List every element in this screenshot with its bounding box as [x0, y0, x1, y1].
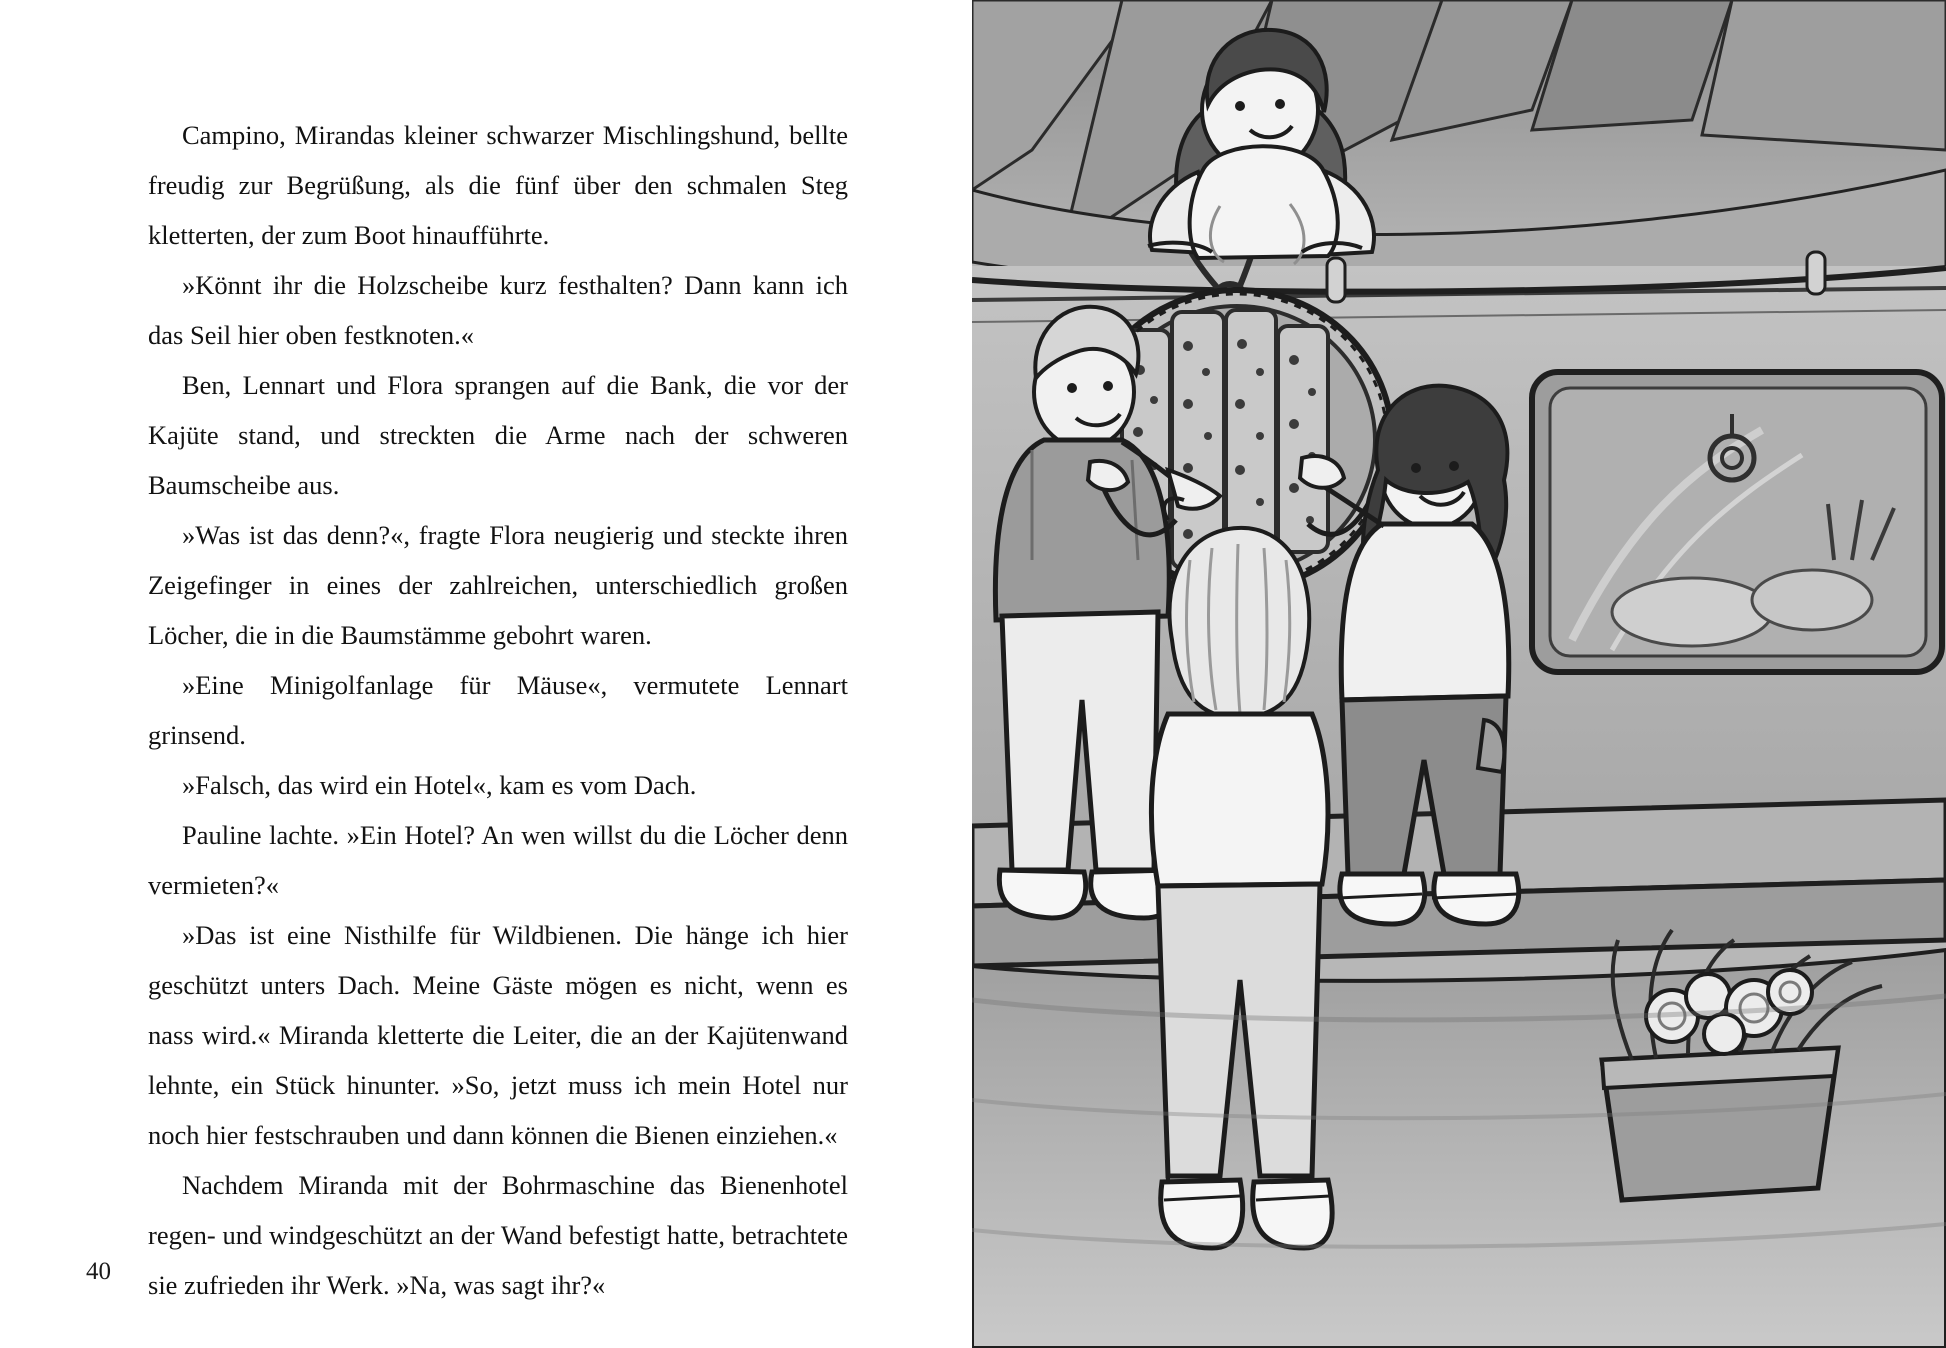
paragraph: Campino, Mirandas kleiner schwarzer Mischlingshund, bellte freudig zur Begrüßung, als die fünf über den schmalen Steg kletterten, der zum Boot hinaufführte.	[148, 120, 848, 250]
left-text-page	[0, 0, 972, 1348]
paragraph: »Das ist eine Nisthilfe für Wildbienen. Die hänge ich hier geschützt unters Dach. Meine Gäste mögen es nicht, wenn es nass wird.« Miranda kletterte die Leiter, die an der Kajütenwand lehnte, ein Stück hinunter. »So, jetzt muss ich mein Hotel nur noch hier festschrauben und dann können die Bienen einziehen.«	[148, 920, 848, 1150]
paragraph: Nachdem Miranda mit der Bohrmaschine das Bienenhotel regen- und windgeschützt an der Wand befestigt hatte, betrachtete sie zufrieden ihr Werk. »Na, was sagt ihr?«	[148, 1170, 848, 1300]
paragraph: Ben, Lennart und Flora sprangen auf die Bank, die vor der Kajüte stand, und streckten die Arme nach der schweren Baumscheibe aus.	[148, 370, 848, 500]
paragraph: Pauline lachte. »Ein Hotel? An wen willst du die Löcher denn vermieten?«	[148, 820, 848, 900]
body-text-column	[148, 110, 848, 1310]
paragraph: »Was ist das denn?«, fragte Flora neugierig und steckte ihren Zeigefinger in eines der zahlreichen, unterschiedlich großen Löcher, die in die Baumstämme gebohrt waren.	[148, 520, 848, 650]
boat-roof	[972, 0, 1946, 292]
paragraph: »Falsch, das wird ein Hotel«, kam es vom Dach.	[182, 770, 697, 800]
paragraph: »Eine Minigolfanlage für Mäuse«, vermutete Lennart grinsend.	[148, 670, 848, 750]
right-illustration-page	[972, 0, 1946, 1348]
paragraph: »Könnt ihr die Holzscheibe kurz festhalten? Dann kann ich das Seil hier oben festknoten.«	[148, 270, 848, 350]
boat-scene-illustration	[972, 0, 1946, 1348]
page-number: 40	[86, 1258, 111, 1285]
cabin-window	[1532, 372, 1942, 672]
